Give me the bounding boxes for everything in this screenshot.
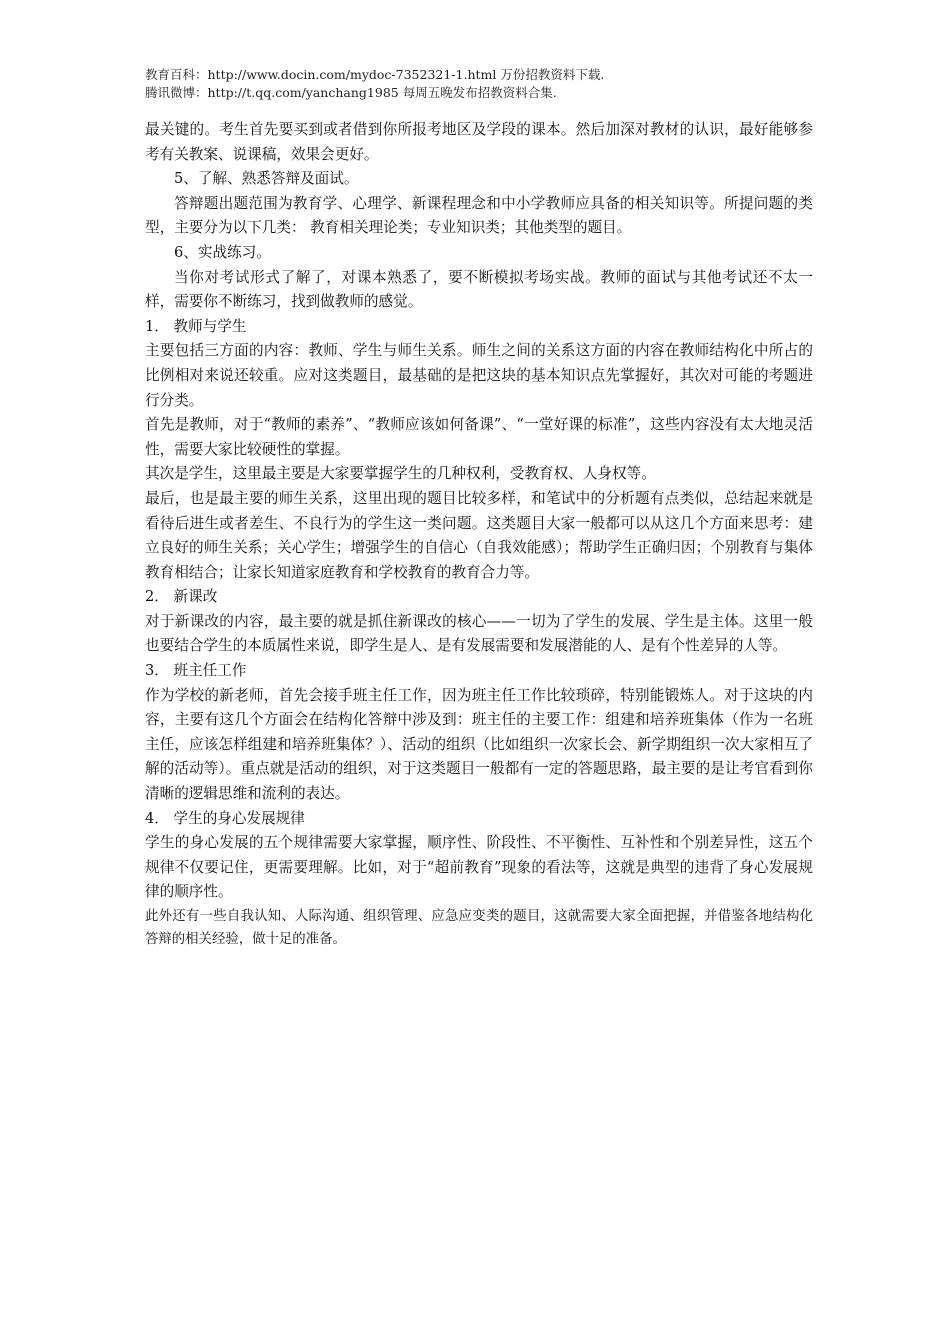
step-5-title: 5、了解、熟悉答辩及面试。	[174, 170, 359, 188]
header-line-2: 腾讯微博：http://t.qq.com/yanchang1985 每周五晚发布招教资料合集.	[145, 85, 557, 100]
section-4-paragraph-1: 学生的身心发展的五个规律需要大家掌握，顺序性、阶段性、不平衡性、互补性和个别差异性，这五个规律不仅要记住，更需要理解。比如，对于“超前教育”现象的看法等，这就是典型的违背了身心发展规律的顺序性。	[145, 834, 813, 901]
section-1-heading: 1． 教师与学生	[145, 317, 247, 335]
section-1-paragraph-1: 主要包括三方面的内容：教师、学生与师生关系。师生之间的关系这方面的内容在教师结构化中所占的比例相对来说还较重。应对这类题目，最基础的是把这块的基本知识点先掌握好，其次对可能的考题进行分类。	[145, 342, 813, 409]
section-1-paragraph-2: 首先是教师，对于“教师的素养”、“教师应该如何备课”、“一堂好课的标准”，这些内容没有太大地灵活性，需要大家比较硬性的掌握。	[145, 416, 813, 458]
section-3-paragraph-1: 作为学校的新老师，首先会接手班主任工作，因为班主任工作比较琐碎，特别能锻炼人。对于这块的内容，主要有这几个方面会在结构化答辩中涉及到：班主任的主要工作：组建和培养班集体（作为一名班主任，应该怎样组建和培养班集体？）、活动的组织（比如组织一次家长会、新学期组织一次大家相互了解的活动等）。重点就是活动的组织，对于这类题目一般都有一定的答题思路，最主要的是让考官看到你清晰的逻辑思维和流利的表达。	[145, 686, 813, 803]
step-6-paragraph: 当你对考试形式了解了，对课本熟悉了，要不断模拟考场实战。教师的面试与其他考试还不太一样，需要你不断练习，找到做教师的感觉。	[145, 268, 813, 311]
section-3-heading: 3． 班主任工作	[145, 662, 247, 680]
step-6-title: 6、实战练习。	[174, 243, 271, 261]
section-4-heading: 4． 学生的身心发展规律	[145, 809, 305, 827]
section-1-paragraph-3: 其次是学生，这里最主要是大家要掌握学生的几种权利，受教育权、人身权等。	[145, 465, 656, 483]
document-page	[145, 66, 813, 951]
page-header	[145, 66, 813, 102]
closing-paragraph: 此外还有一些自我认知、人际沟通、组织管理、应急应变类的题目，这就需要大家全面把握，并借鉴各地结构化答辩的相关经验，做十足的准备。	[145, 909, 813, 947]
step-5-paragraph: 答辩题出题范围为教育学、心理学、新课程理念和中小学教师应具备的相关知识等。所提问题的类型，主要分为以下几类： 教育相关理论类；专业知识类；其他类型的题目。	[145, 194, 813, 237]
header-line-1: 教育百科：http://www.docin.com/mydoc-7352321-1.html 万份招教资料下载.	[145, 67, 605, 82]
section-2-heading: 2． 新课改	[145, 588, 218, 606]
section-1-paragraph-4: 最后，也是最主要的师生关系，这里出现的题目比较多样，和笔试中的分析题有点类似，总结起来就是看待后进生或者差生、不良行为的学生这一类问题。这类题目大家一般都可以从这几个方面来思考：建立良好的师生关系；关心学生；增强学生的自信心（自我效能感）；帮助学生正确归因；个别教育与集体教育相结合；让家长知道家庭教育和学校教育的教育合力等。	[145, 489, 813, 581]
document-body	[145, 118, 813, 951]
section-2-paragraph-1: 对于新课改的内容，最主要的就是抓住新课改的核心——一切为了学生的发展、学生是主体。这里一般也要结合学生的本质属性来说，即学生是人、是有发展需要和发展潜能的人、是有个性差异的人等。	[145, 612, 813, 655]
intro-paragraph: 最关键的。考生首先要买到或者借到你所报考地区及学段的课本。然后加深对教材的认识，最好能够参考有关教案、说课稿，效果会更好。	[145, 121, 813, 163]
